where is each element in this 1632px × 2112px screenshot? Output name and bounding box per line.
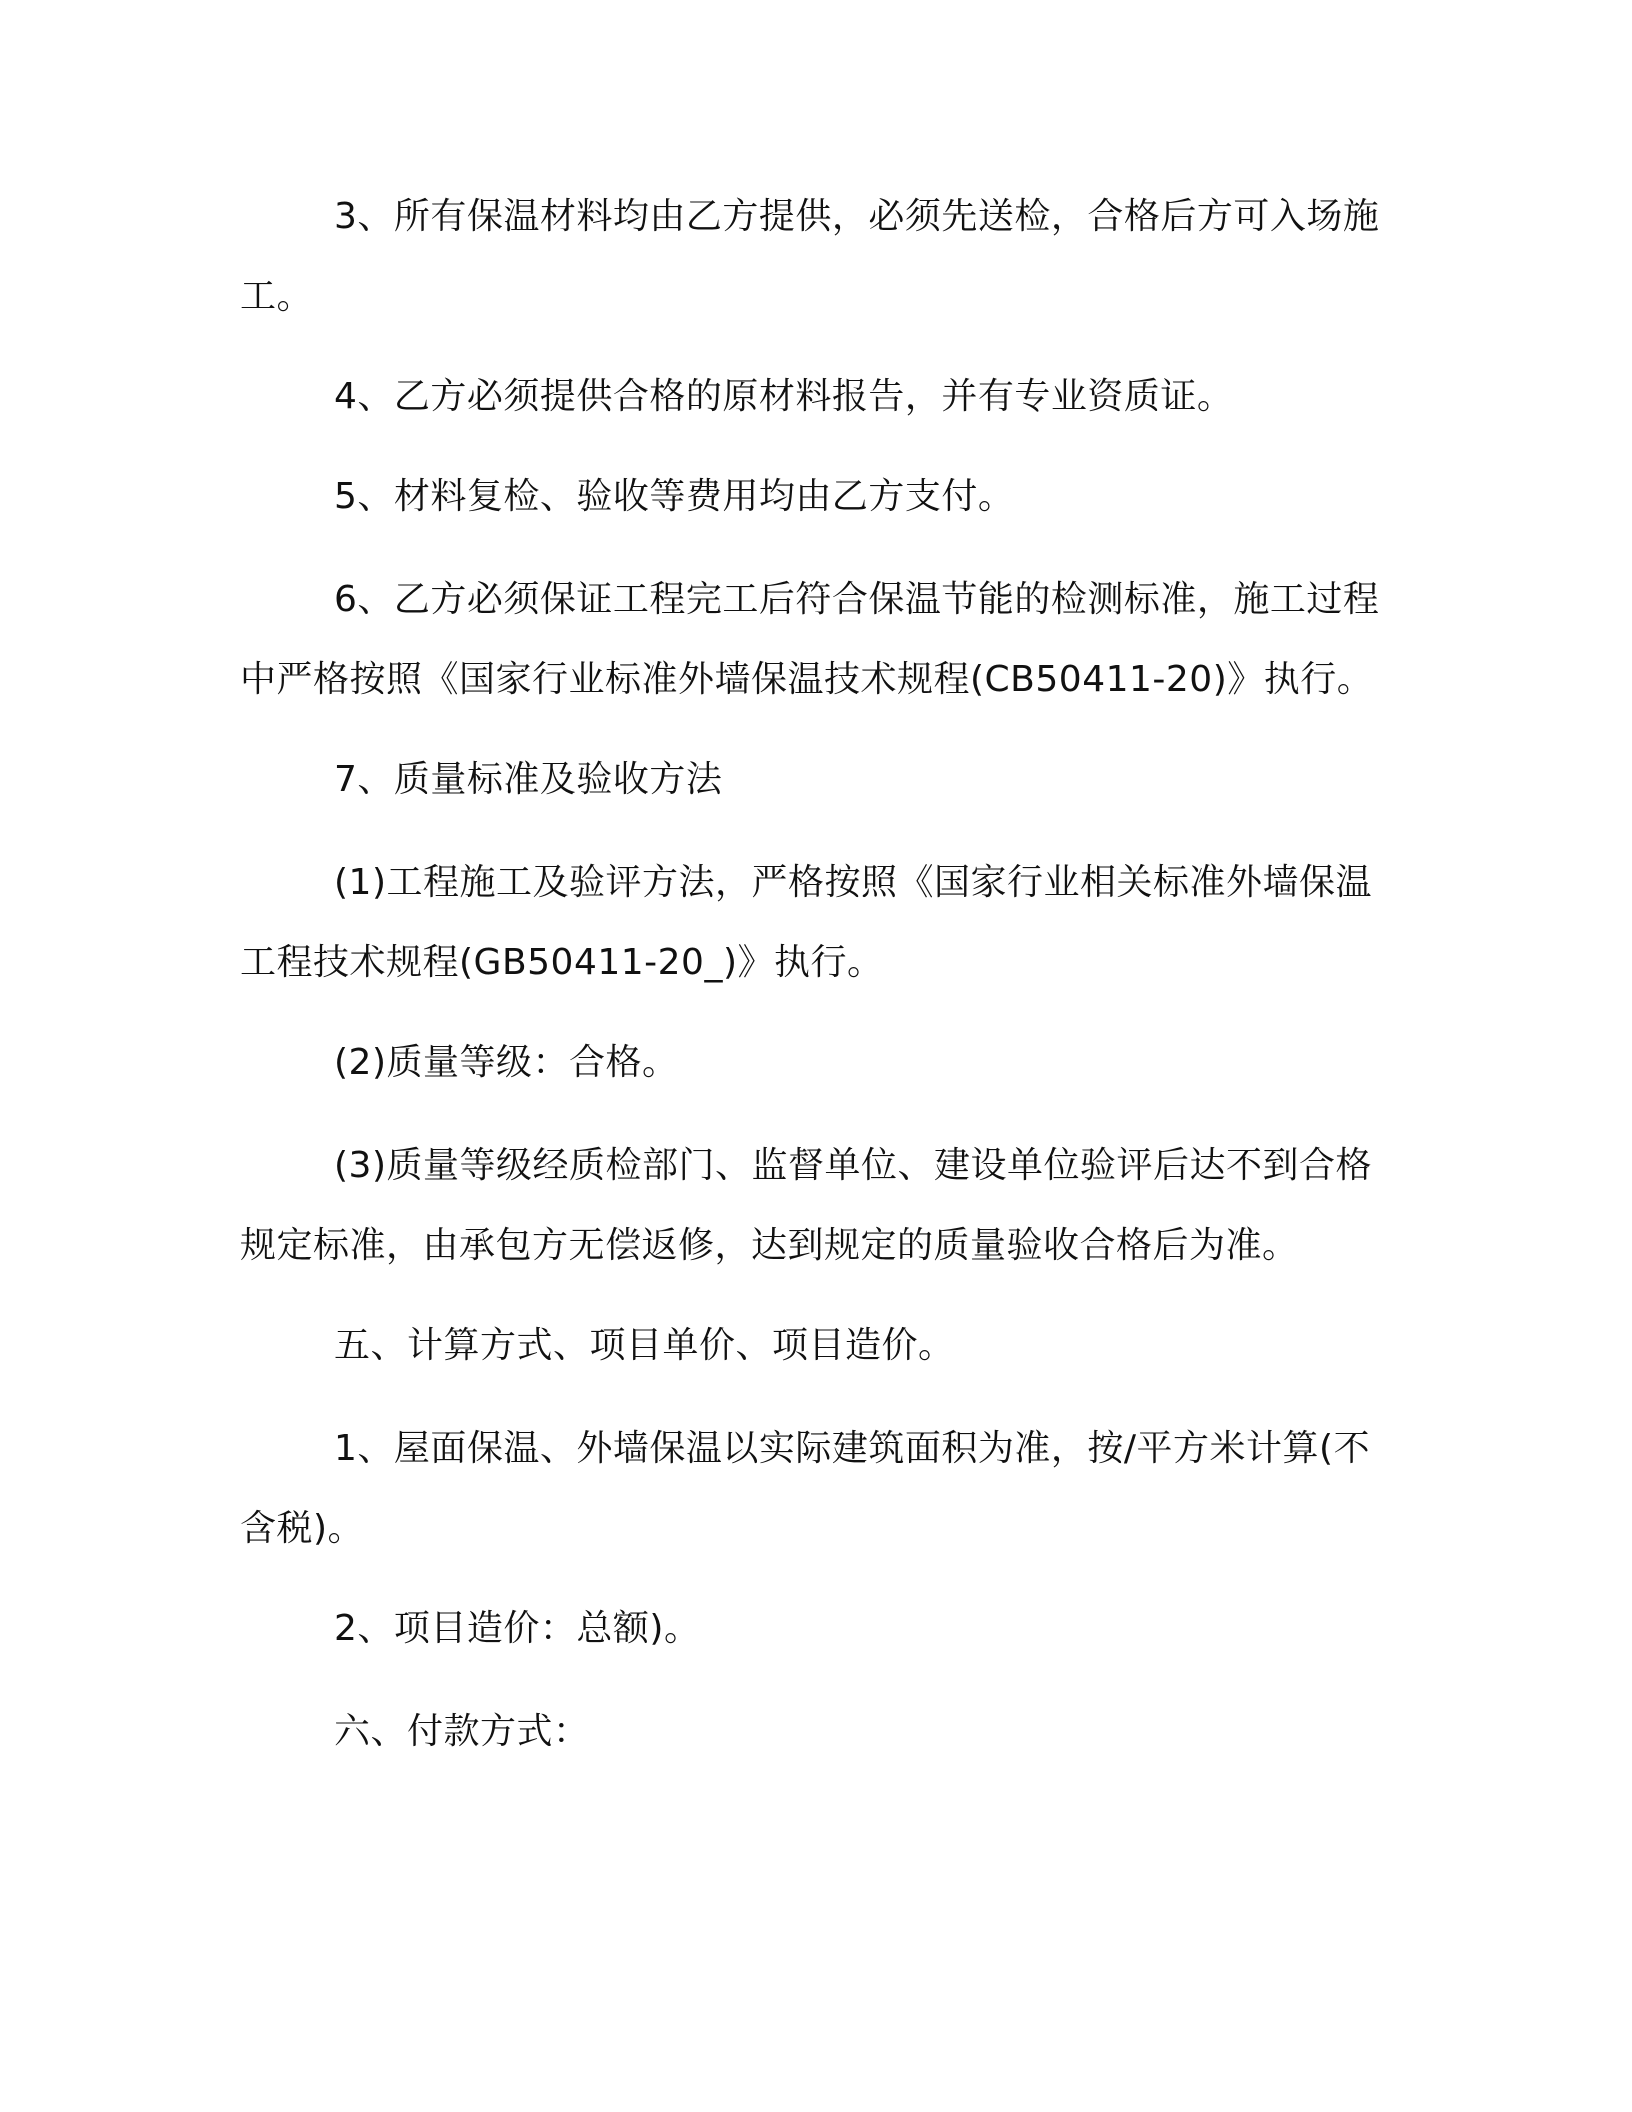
paragraph-project-cost: 2、项目造价：总额)。 bbox=[334, 1608, 701, 1649]
section-heading-payment: 六、付款方式： bbox=[334, 1711, 590, 1752]
paragraph-material-report: 4、乙方必须提供合格的原材料报告，并有专业资质证。 bbox=[334, 376, 1234, 417]
paragraph-inspection-fees: 5、材料复检、验收等费用均由乙方支付。 bbox=[334, 476, 1015, 517]
paragraph-material-supply: 3、所有保温材料均由乙方提供，必须先送检，合格后方可入场施工。 bbox=[240, 196, 1380, 317]
paragraph-quality-heading: 7、质量标准及验收方法 bbox=[334, 759, 723, 800]
paragraph-quality-grade: (2)质量等级：合格。 bbox=[334, 1042, 679, 1083]
paragraph-rework-clause: (3)质量等级经质检部门、监督单位、建设单位验评后达不到合格规定标准，由承包方无偿返修，达到规定的质量验收合格后为准。 bbox=[240, 1145, 1372, 1266]
paragraph-energy-standard: 6、乙方必须保证工程完工后符合保温节能的检测标准，施工过程中严格按照《国家行业标准外墙保温技术规程(CB50411-20)》执行。 bbox=[240, 579, 1380, 700]
section-heading-pricing: 五、计算方式、项目单价、项目造价。 bbox=[334, 1325, 955, 1366]
paragraph-evaluation-method: (1)工程施工及验评方法，严格按照《国家行业相关标准外墙保温工程技术规程(GB50411-20_)》执行。 bbox=[240, 862, 1372, 983]
paragraph-area-calculation: 1、屋面保温、外墙保温以实际建筑面积为准，按/平方米计算(不含税)。 bbox=[240, 1428, 1371, 1549]
